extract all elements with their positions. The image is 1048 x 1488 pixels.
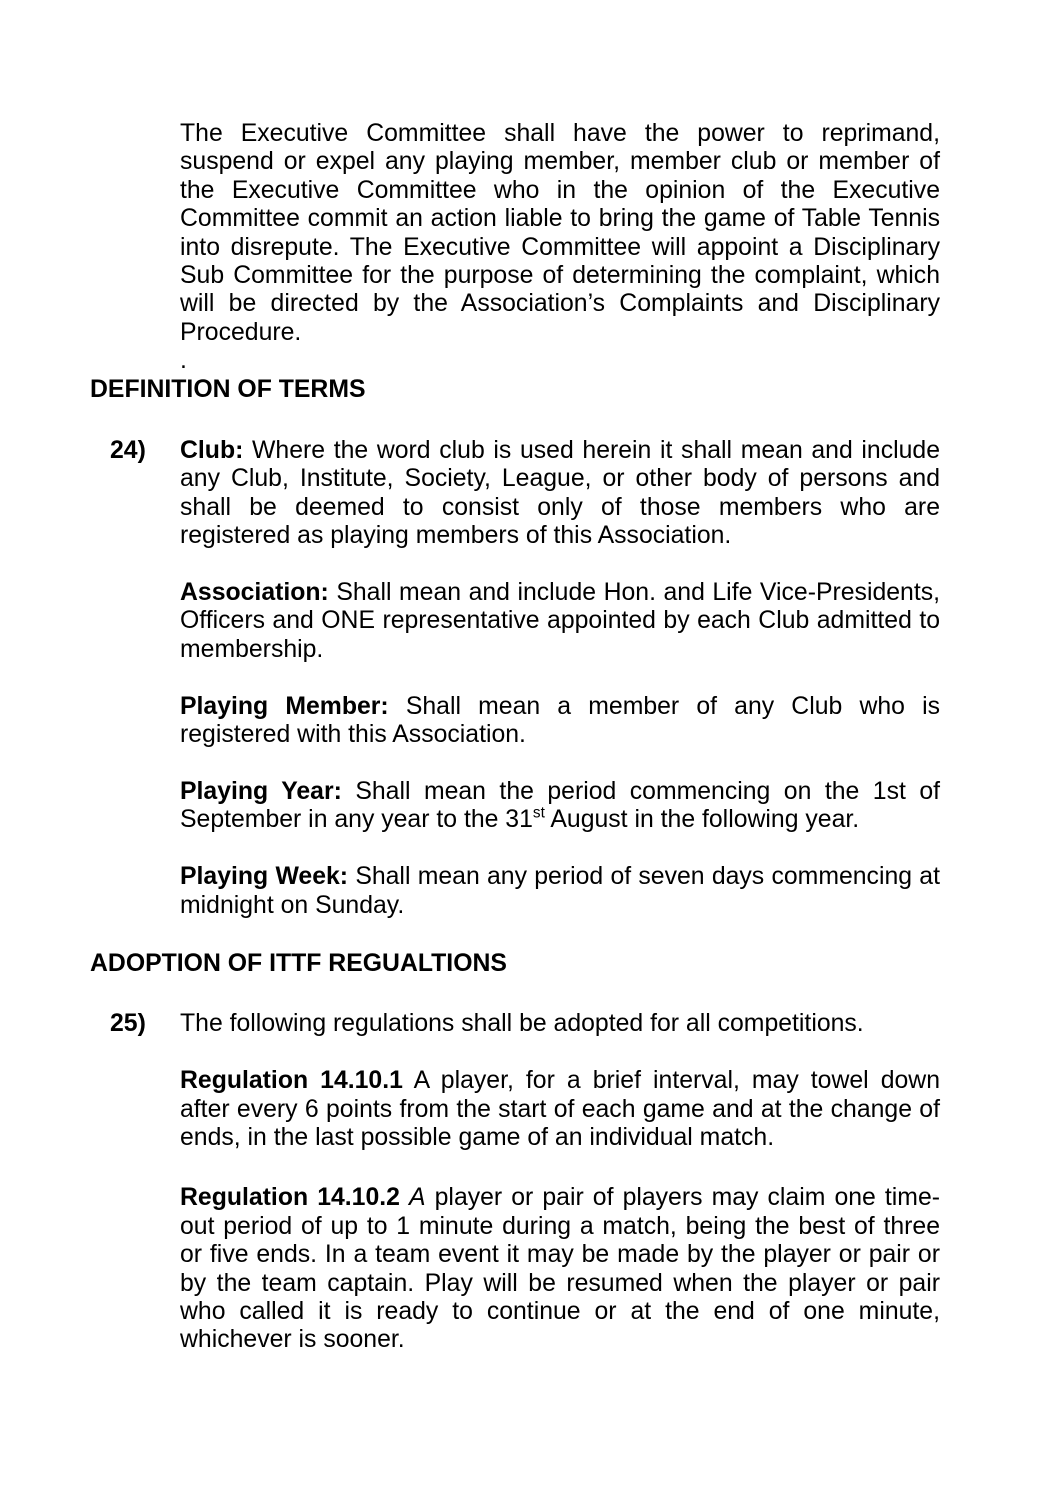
playing-year-text-after: August in the following year. [544,806,860,834]
club-label: Club: [180,437,244,465]
association-text: Shall mean and include Hon. and Life Vice-Presidents, Officers and ONE representative appointed by each Club admitted to membership. [180,579,940,663]
regulation-14-10-2 [180,1184,940,1354]
heading-adoption-of-ittf-regulations: ADOPTION OF ITTF REGUALTIONS [90,949,507,977]
item-24-club-definition [110,437,941,551]
association-definition [180,579,940,664]
regulation-14-10-2-text: player or pair of players may claim one time-out period of up to 1 minute during a match, being the best of three or five ends. In a team event it may be made by the player or pair or by the team captain. Play will be resumed when the player or pair who called it is ready to continue or at the end of one minute, whichever is sooner. [180,1184,940,1354]
regulation-14-10-2-label: Regulation 14.10.2 [180,1184,400,1212]
playing-week-label: Playing Week: [180,863,349,891]
heading-definition-of-terms: DEFINITION OF TERMS [90,375,366,403]
stray-period: . [180,347,187,375]
regulation-14-10-2-italic-lead: A [409,1184,426,1212]
regulation-14-10-1-label: Regulation 14.10.1 [180,1067,403,1095]
playing-member-definition [180,693,940,750]
intro-paragraph: The Executive Committee shall have the power to reprimand, suspend or expel any playing member, member club or member of the Executive Committee who in the opinion of the Executive Committee commit an action liable to bring the game of Table Tennis into disrepute. The Executive Committee will appoint a Disciplinary Sub Committee for the purpose of determining the complaint, which will be directed by the Association’s Complaints and Disciplinary Procedure. [180,120,940,346]
regulation-14-10-1 [180,1067,940,1152]
playing-member-text: Shall mean a member of any Club who is registered with this Association. [180,692,940,749]
playing-year-ordinal-superscript: st [532,805,545,823]
association-label: Association: [180,579,329,607]
playing-week-text: Shall mean any period of seven days commencing at midnight on Sunday. [180,863,940,919]
club-text: Where the word club is used herein it shall mean and include any Club, Institute, Society, League, or other body of persons and shall be deemed to consist only of those members who are registered as playing members of this Association. [180,437,941,550]
playing-year-text-before: Shall mean the period commencing on the 1st of September in any year to the 31 [180,777,940,834]
regulation-14-10-1-text: A player, for a brief interval, may towel down after every 6 points from the start of each game and at the change of ends, in the last possible game of an individual match. [180,1067,940,1151]
item-24-number: 24) [110,437,146,465]
item-25-text: The following regulations shall be adopted for all competitions. [180,1010,864,1038]
item-25-regulations [110,1010,940,1038]
playing-year-definition [180,778,940,835]
playing-member-label: Playing Member: [180,692,389,720]
playing-week-definition [180,863,940,920]
playing-year-label: Playing Year: [180,777,342,805]
item-25-number: 25) [110,1010,146,1038]
